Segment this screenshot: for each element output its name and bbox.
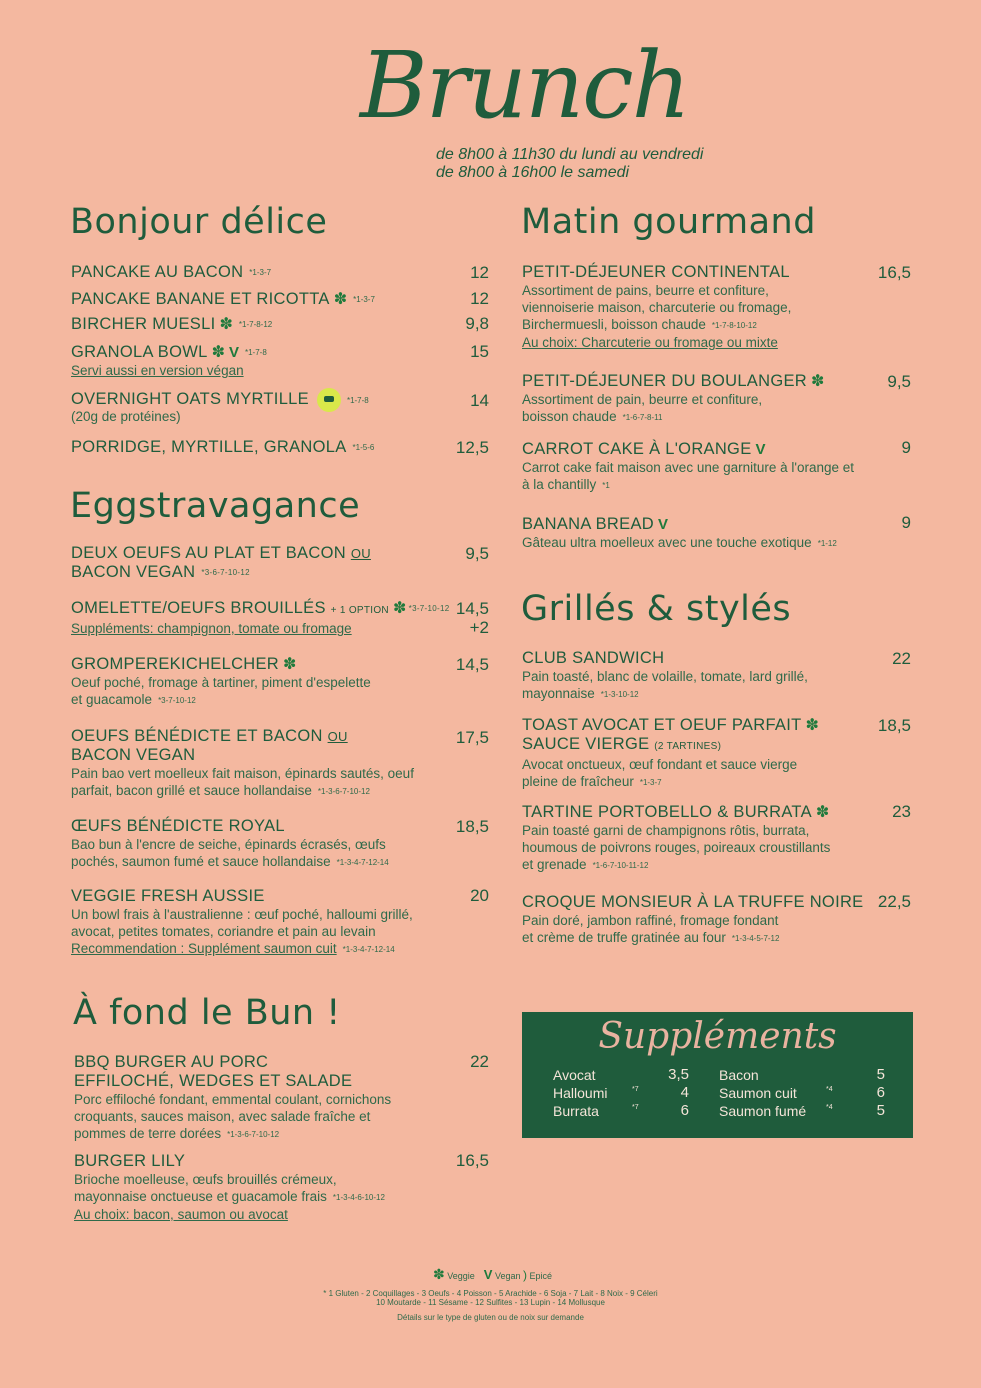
item-name: CLUB SANDWICH [522,649,665,667]
item-desc-line2: boisson chaude [522,409,617,424]
item-desc-line2: mayonnaise onctueuse et guacamole frais [74,1189,327,1204]
allergen-codes: *1-7-8 [244,348,267,358]
menu-item [71,289,375,309]
item-desc-line2: mayonnaise [522,686,595,701]
item-desc-line2: et crème de truffe gratinée au four [522,930,726,945]
item-note: Au choix: bacon, saumon ou avocat [74,1206,288,1222]
menu-item [71,388,369,425]
item-desc: (20g de protéines) [71,409,181,424]
item-desc: Assortiment de pains, beurre et confiture, [522,283,769,298]
item-desc: Brioche moelleuse, œufs brouillés crémeux, [74,1172,337,1187]
supplement-allergen: *4 [826,1086,833,1093]
item-price: 22,5 [877,892,911,911]
item-desc-line2: croquants, sauces maison, avec salade fraîche et [74,1109,371,1124]
menu-item [71,263,271,282]
item-name: CROQUE MONSIEUR À LA TRUFFE NOIRE [522,893,864,911]
menu-item [71,887,413,958]
item-name: BANANA BREAD [522,515,654,533]
clover-icon: ✽ [392,600,407,617]
allergen-codes: *1-3-4-6-10-12 [332,1192,385,1202]
menu-item [71,438,374,457]
item-desc: Oeuf poché, fromage à tartiner, piment d'espelette [71,675,371,690]
item-price: 18,5 [877,716,911,735]
item-name: GROMPEREKICHELCHER [71,655,280,673]
menu-item [522,515,837,552]
allergen-codes: *1-7-8-10-12 [711,320,757,330]
menu-item [522,263,791,351]
item-desc-line2: à la chantilly [522,477,597,492]
menu-item [71,817,389,871]
item-or: OU [327,729,348,744]
item-desc: Gâteau ultra moelleux avec une touche exotique [522,535,812,550]
section-title-bun: À fond le Bun ! [73,993,341,1033]
vegan-v-icon: V [755,441,766,458]
item-desc-line2: avocat, petites tomates, coriandre et pain au levain [71,924,376,939]
item-price: 18,5 [455,817,489,836]
item-sub: (2 TARTINES) [654,741,722,752]
item-desc: Pain bao vert moelleux fait maison, épinards sautés, oeuf [71,766,414,781]
item-name: CARROT CAKE À L'ORANGE [522,440,752,458]
allergen-codes: *1-7-8 [346,395,369,405]
vegan-v-icon: V [657,516,669,533]
clover-icon: ✽ [815,804,830,821]
item-desc: Pain toasté, blanc de volaille, tomate, lard grillé, [522,669,808,684]
supplement-name: Avocat [553,1067,596,1083]
item-name-line2: BACON VEGAN [71,563,196,581]
opening-hours: de 8h00 à 11h30 du lundi au vendredi de 8h00 à 16h00 le samedi [436,146,704,181]
item-name: PANCAKE BANANE ET RICOTTA [71,290,330,308]
chili-icon: ) [523,1268,527,1282]
clover-icon: ✽ [810,373,825,390]
menu-item [522,649,808,703]
item-desc-line3: et grenade [522,857,587,872]
allergen-codes: *1 [602,480,610,490]
supplement-price: 4 [680,1084,689,1101]
supplement-name: Saumon cuit [719,1085,797,1101]
menu-item [71,342,267,379]
allergen-list: * 1 Gluten - 2 Coquillages - 3 Oeufs - 4 Poisson - 5 Arachide - 6 Soja - 7 Lait - 8 Noix - 9 Céleri [323,1289,658,1298]
clover-icon: ✽ [805,717,820,734]
allergen-details: Détails sur le type de gluten ou de noix sur demande [397,1313,584,1322]
item-name-line2: SAUCE VIERGE [522,735,650,753]
item-price: 17,5 [455,728,489,747]
item-note: Recommendation : Supplément saumon cuit [71,941,337,956]
item-desc-line2: parfait, bacon grillé et sauce hollandaise [71,783,312,798]
menu-item [522,440,854,494]
item-name: OEUFS BÉNÉDICTE ET BACON [71,727,328,745]
item-desc-line2: pochés, saumon fumé et sauce hollandaise [71,854,331,869]
item-note: Au choix: Charcuterie ou fromage ou mixte [522,334,778,350]
allergen-codes: *1-3-6-7-10-12 [227,1129,280,1139]
item-note: Servi aussi en version végan [71,363,244,378]
item-name: BBQ BURGER AU PORC [74,1053,269,1071]
item-desc: Avocat onctueux, œuf fondant et sauce vierge [522,757,798,772]
item-name: GRANOLA BOWL [71,343,208,361]
menu-item [74,1053,391,1143]
allergen-codes: *1-3-6-7-10-12 [317,786,370,796]
allergen-codes: *1-6-7-8-11 [622,412,663,422]
item-desc-line3: Birchermuesli, boisson chaude [522,317,706,332]
clover-icon: ✽ [333,291,348,308]
supplement-allergen: *4 [826,1104,833,1111]
section-title-bonjour: Bonjour délice [70,202,328,242]
item-price: 22 [470,1052,489,1071]
item-price: 20 [470,886,489,905]
allergen-codes: *1-12 [817,538,837,548]
clover-icon: ✽ [283,656,297,673]
legend-vegan: Vegan [494,1271,521,1281]
allergen-codes: *1-3-10-12 [600,689,639,699]
supplement-allergen: *7 [632,1086,639,1093]
item-price: 12,5 [455,438,489,457]
allergen-codes: *3-7-10-12 [408,604,450,614]
clover-icon: ✽ [211,344,225,361]
vegan-v-icon: V [228,344,239,361]
allergen-codes: *1-3-4-7-12-14 [342,944,395,954]
allergen-codes: *3-7-10-12 [158,695,196,705]
allergen-codes: *1-5-6 [352,443,375,453]
item-price: 16,5 [877,263,911,282]
item-desc: Assortiment de pain, beurre et confiture, [522,392,763,407]
allergen-codes: *1-7-8-12 [238,320,273,330]
protein-badge-icon [317,388,341,412]
legend-spicy: Epicé [529,1271,553,1281]
item-name: PETIT-DÉJEUNER DU BOULANGER [522,372,807,390]
item-price: 22 [892,649,911,668]
item-desc-line3: pommes de terre dorées [74,1126,222,1141]
item-name: OMELETTE/OEUFS BROUILLÉS [71,599,326,617]
allergen-codes: *1-3-4-7-12-14 [336,857,389,867]
item-desc-line2: pleine de fraîcheur [522,774,634,789]
legend-veggie: Veggie [447,1271,475,1281]
item-name: PANCAKE AU BACON [71,263,244,281]
supplement-price: 5 [876,1066,885,1083]
item-price-extra: +2 [469,618,489,637]
item-price: 12 [470,263,489,282]
item-name: TOAST AVOCAT ET OEUF PARFAIT [522,716,802,734]
item-name: PETIT-DÉJEUNER CONTINENTAL [522,263,790,281]
item-name: OVERNIGHT OATS MYRTILLE [71,390,309,409]
supplement-allergen: *7 [632,1104,639,1111]
section-title-grilles: Grillés & stylés [521,589,792,629]
item-name: BIRCHER MUESLI [71,315,216,333]
allergen-codes: *1-3-7 [639,777,662,787]
supplement-price: 6 [680,1102,689,1119]
item-name: ŒUFS BÉNÉDICTE ROYAL [71,817,285,835]
item-price: 15 [470,342,489,361]
supplement-name: Bacon [719,1067,759,1083]
allergen-list-line2: 10 Moutarde - 11 Sésame - 12 Sulfites - 13 Lupin - 14 Mollusque [376,1298,605,1307]
item-price: 23 [892,802,911,821]
item-desc-line2: et guacamole [71,692,153,707]
section-title-eggs: Eggstravagance [70,486,361,526]
item-name: BURGER LILY [74,1152,186,1170]
diet-legend [0,1266,981,1283]
section-title-matin: Matin gourmand [521,202,816,242]
item-price: 9,8 [465,314,489,333]
item-desc: Pain doré, jambon raffiné, fromage fondant [522,913,779,928]
allergen-codes: *1-3-4-5-7-12 [731,933,780,943]
supplements-title: Suppléments [598,1016,837,1057]
item-name: DEUX OEUFS AU PLAT ET BACON [71,544,351,562]
menu-item [74,1152,385,1223]
item-or: OU [350,546,371,561]
item-price: 14,5 [455,599,489,618]
menu-item [71,727,414,800]
menu-item [71,599,449,637]
supplement-name: Saumon fumé [719,1103,807,1119]
supplement-price: 3,5 [668,1066,689,1083]
item-note: Suppléments: champignon, tomate ou fromage [71,621,352,636]
item-name-line2: EFFILOCHÉ, WEDGES ET SALADE [74,1072,353,1090]
allergen-codes: *1-3-7 [249,268,272,278]
item-price: 12 [470,289,489,308]
clover-icon: ✽ [432,1266,445,1282]
item-price: 9,5 [887,372,911,391]
menu-item [522,716,819,791]
item-desc: Pain toasté garni de champignons rôtis, burrata, [522,823,810,838]
item-desc: Carrot cake fait maison avec une garniture à l'orange et [522,460,855,475]
allergen-codes: *1-3-7 [353,295,375,305]
supplement-name: Halloumi [553,1085,608,1101]
clover-icon: ✽ [219,316,233,333]
item-price: 14,5 [455,655,489,674]
item-desc-line2: viennoiserie maison, charcuterie ou fromage, [522,300,792,315]
menu-item [522,372,825,426]
item-price: 16,5 [455,1151,489,1170]
vegan-v-icon: V [483,1267,493,1282]
item-desc-line2: houmous de poivrons rouges, poireaux croustillants [522,840,831,855]
supplement-price: 5 [876,1102,885,1119]
menu-item [71,655,371,709]
allergen-codes: *3-6-7-10-12 [201,568,250,578]
item-name: PORRIDGE, MYRTILLE, GRANOLA [71,438,347,456]
item-option: + 1 OPTION [330,605,389,616]
menu-item [522,893,863,947]
item-name: VEGGIE FRESH AUSSIE [71,887,265,905]
item-price: 9 [901,438,911,457]
item-name: TARTINE PORTOBELLO & BURRATA [522,803,812,821]
menu-item [522,803,830,874]
brunch-title: Brunch [360,32,689,139]
item-price: 9,5 [465,544,489,563]
supplements-box [522,1012,913,1138]
menu-item [71,314,272,334]
supplement-price: 6 [876,1084,885,1101]
item-desc: Porc effiloché fondant, emmental coulant, cornichons [74,1092,392,1107]
item-price: 14 [470,391,489,410]
supplement-name: Burrata [553,1103,599,1119]
menu-item [71,544,371,582]
allergen-codes: *1-6-7-10-11-12 [592,860,649,870]
item-price: 9 [901,513,911,532]
item-desc: Un bowl frais à l'australienne : œuf poché, halloumi grillé, [71,907,413,922]
item-desc: Bao bun à l'encre de seiche, épinards écrasés, œufs [71,837,386,852]
item-name-line2: BACON VEGAN [71,746,196,764]
